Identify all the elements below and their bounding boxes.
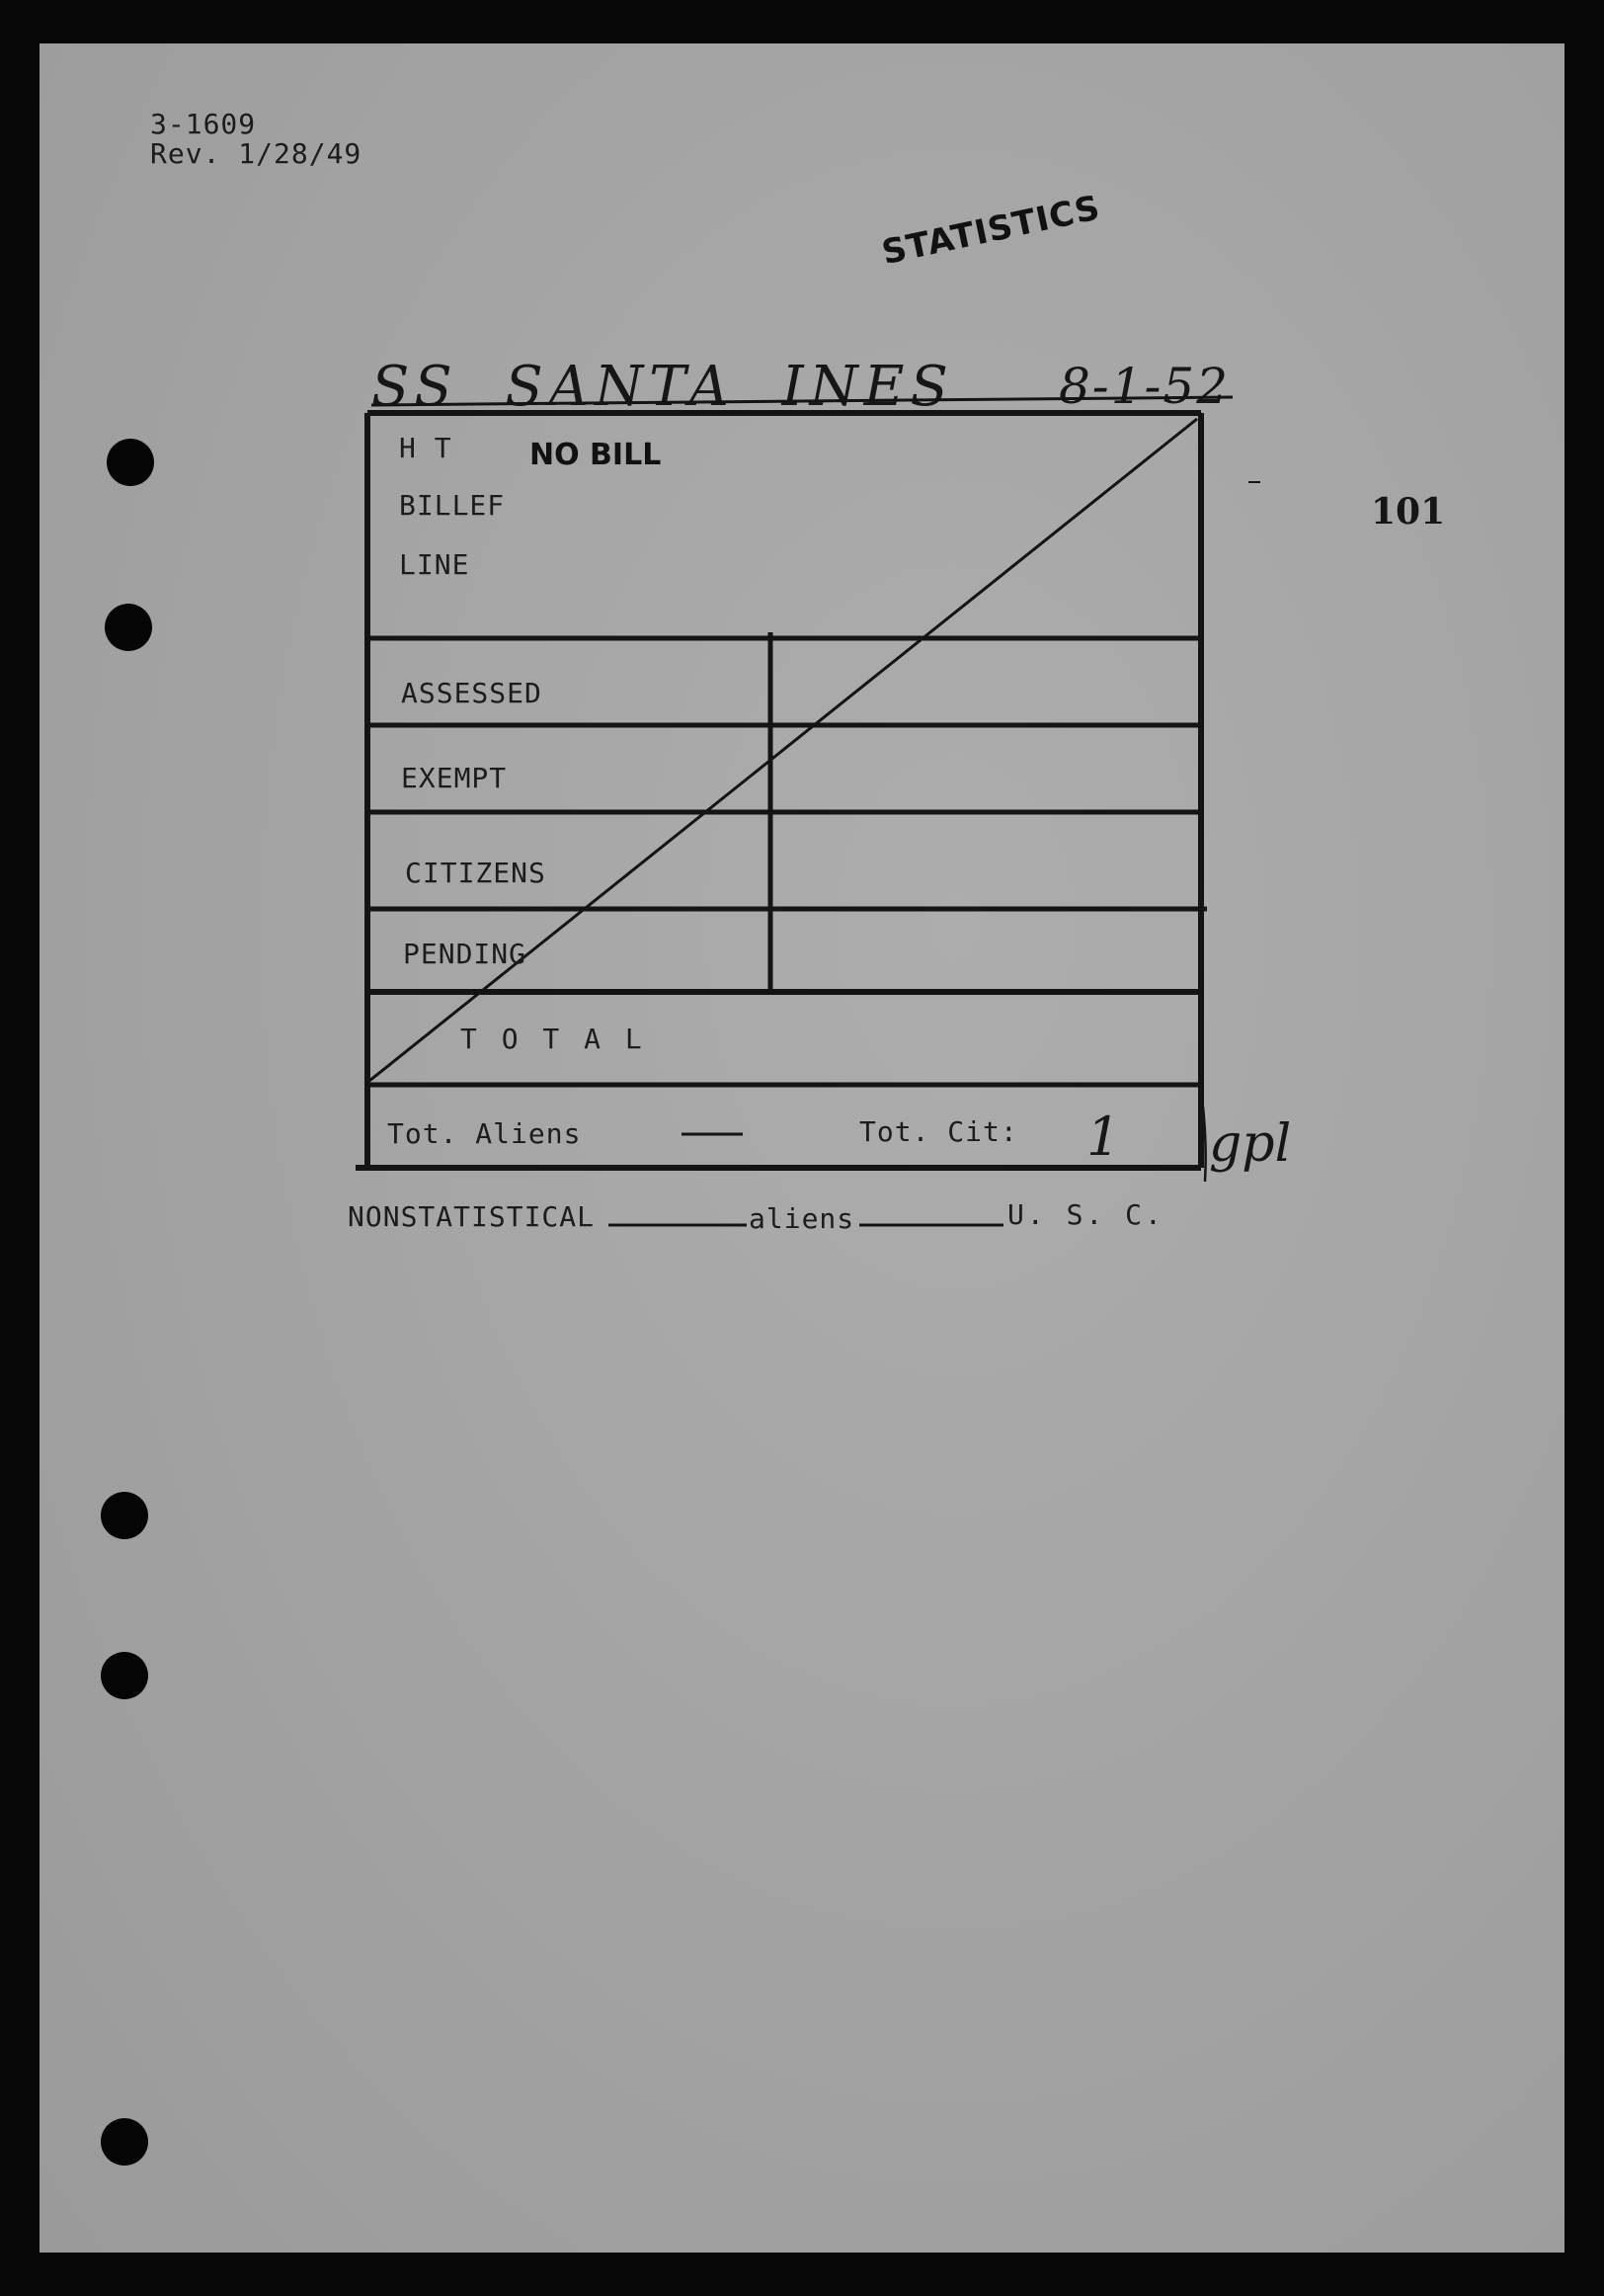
tot-aliens-label: Tot. Aliens [387, 1117, 582, 1150]
aliens-label: aliens [749, 1202, 855, 1235]
punch-hole [107, 439, 154, 486]
row-label-assessed: ASSESSED [401, 677, 542, 709]
statistics-stamp: STATISTICS [878, 188, 1104, 274]
form-revision: Rev. 1/28/49 [150, 137, 362, 170]
no-bill-stamp: NO BILL [529, 438, 662, 472]
ht-label: H T [399, 432, 452, 464]
total-label: T O T A L [460, 1023, 646, 1055]
punch-hole [101, 1652, 148, 1699]
line-label: LINE [399, 548, 470, 581]
vessel-name: SS SANTA INES [371, 355, 954, 419]
punch-hole [101, 1492, 148, 1539]
arrival-date: 8-1-52 [1059, 358, 1231, 415]
punch-hole [101, 2118, 148, 2166]
tot-cit-label: Tot. Cit: [859, 1115, 1018, 1148]
punch-hole [105, 604, 152, 651]
row-label-pending: PENDING [403, 938, 527, 970]
row-label-exempt: EXEMPT [401, 762, 508, 794]
form-number: 3-1609 [150, 108, 257, 140]
billed-label: BILLEF [399, 489, 506, 522]
nonstatistical-label: NONSTATISTICAL [348, 1200, 596, 1233]
initials: gpl [1209, 1114, 1292, 1174]
tot-cit-value: 1 [1086, 1106, 1121, 1168]
page-number: 101 [1371, 491, 1446, 533]
row-label-citizens: CITIZENS [405, 857, 546, 889]
usc-label: U. S. C. [1007, 1198, 1164, 1231]
